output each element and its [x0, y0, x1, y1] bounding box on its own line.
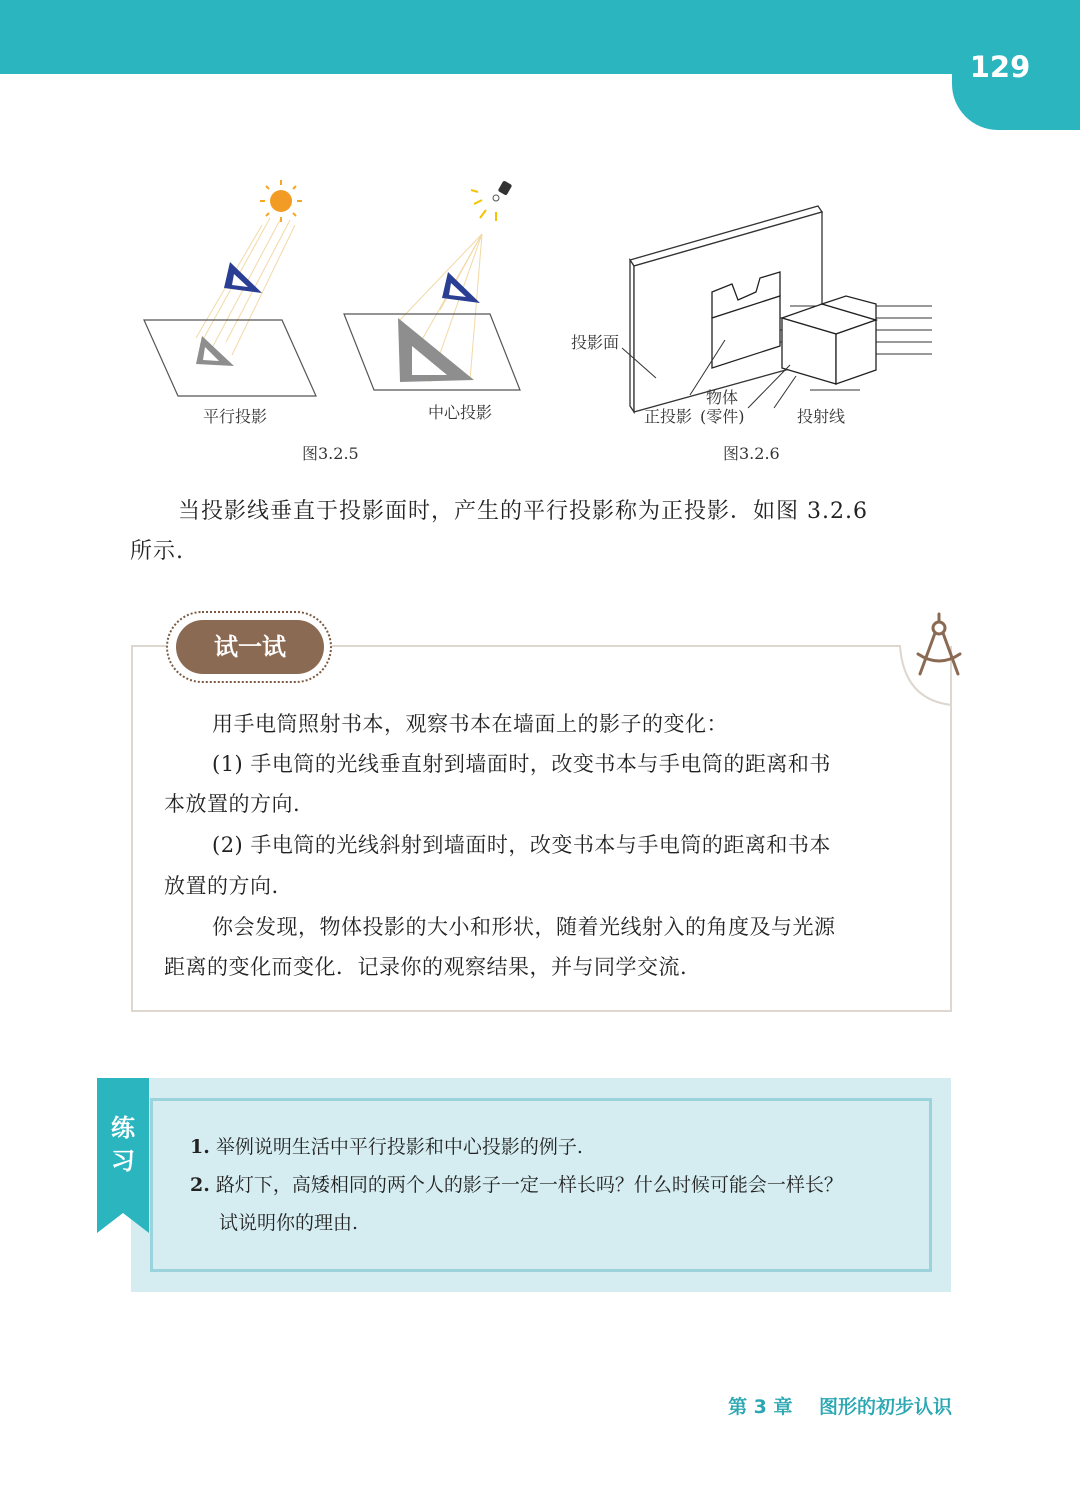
try-line-2: (1) 手电筒的光线垂直射到墙面时，改变书本与手电筒的距离和书 [212, 752, 831, 776]
label-orthographic: 正投影 [644, 407, 693, 426]
orthographic-figure [560, 200, 950, 430]
try-it-title: 试一试 [176, 620, 324, 674]
lamp-icon [471, 180, 512, 221]
label-projection-plane: 投影面 [571, 333, 620, 352]
footer-chapter-title: 图形的初步认识 [818, 1396, 952, 1418]
label-parallel-projection: 平行投影 [203, 407, 268, 426]
caption-fig-3-2-6: 图3.2.6 [723, 444, 780, 463]
label-projection-rays: 投射线 [797, 407, 846, 426]
exercise-label-bottom: 习 [111, 1147, 135, 1175]
try-line-7: 距离的变化而变化．记录你的观察结果，并与同学交流. [164, 955, 688, 979]
header-bar [0, 0, 1080, 74]
label-central-projection: 中心投影 [428, 403, 493, 422]
try-line-4: (2) 手电筒的光线斜射到墙面时，改变书本与手电筒的距离和书本 [212, 833, 831, 857]
paragraph-line-1: 当投影线垂直于投影面时，产生的平行投影称为正投影．如图 3.2.6 [178, 499, 868, 524]
exercise-item-1-num: 1. [190, 1136, 210, 1158]
label-object: 物体 [706, 388, 739, 407]
caption-fig-3-2-5: 图3.2.5 [302, 444, 359, 463]
sun-icon [260, 180, 302, 222]
compass-icon [914, 612, 964, 680]
try-line-1: 用手电筒照射书本，观察书本在墙面上的影子的变化： [212, 712, 728, 736]
try-line-5: 放置的方向. [164, 874, 279, 898]
footer-chapter-number: 第 3 章 [728, 1396, 793, 1418]
exercise-item-2 [190, 1170, 843, 1197]
page-number: 129 [969, 50, 1031, 84]
projection-figure-left [130, 170, 540, 410]
footer-chapter [600, 1392, 952, 1419]
try-line-3: 本放置的方向. [164, 792, 301, 816]
exercise-label-top: 练 [111, 1114, 135, 1142]
label-part: (零件) [700, 407, 745, 426]
exercise-item-1-text: 举例说明生活中平行投影和中心投影的例子. [215, 1136, 583, 1158]
exercise-item-2-text: 路灯下，高矮相同的两个人的影子一定一样长吗？什么时候可能会一样长？ [215, 1174, 843, 1196]
exercise-item-1 [190, 1132, 583, 1159]
exercise-item-2-cont: 试说明你的理由. [219, 1212, 359, 1234]
paragraph-line-2: 所示. [130, 539, 184, 564]
exercise-label [97, 1112, 149, 1178]
exercise-item-2-num: 2. [190, 1174, 210, 1196]
try-line-6: 你会发现，物体投影的大小和形状，随着光线射入的角度及与光源 [212, 915, 836, 939]
